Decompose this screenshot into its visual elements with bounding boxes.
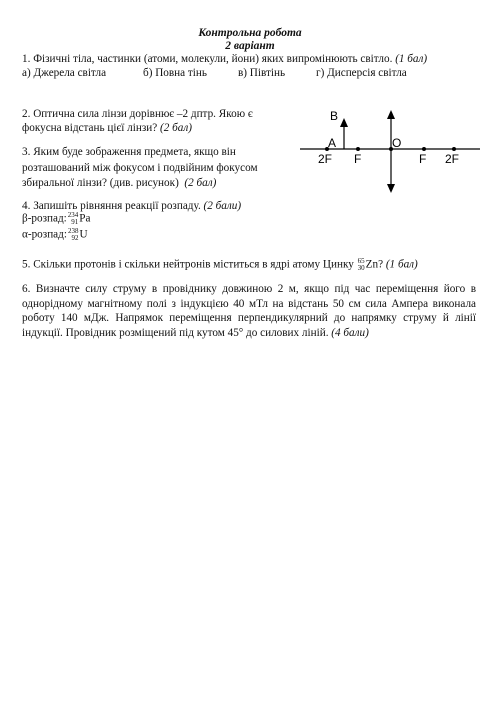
beta-nuclide-numbers — [68, 212, 79, 226]
lens-diagram — [300, 100, 480, 195]
object-arrow-head-icon — [340, 118, 348, 127]
beta-decay-line — [22, 212, 90, 226]
alpha-symbol: U — [79, 228, 88, 241]
q1-option-d: г) Дисперсія світла — [316, 67, 407, 79]
question-3-line-1: 3. Яким буде зображення предмета, якщо він — [22, 146, 236, 158]
label-b: B — [330, 109, 339, 123]
question-2-line-1-text: 2. Оптична сила лінзи дорівнює –2 дптр. Якою є — [22, 108, 253, 120]
lens-top-arrow-icon — [387, 110, 395, 119]
question-2 — [22, 108, 290, 134]
label-o: O — [392, 136, 402, 150]
q1-option-c: в) Півтінь — [238, 67, 286, 79]
beta-charge-number: 91 — [71, 218, 79, 226]
question-4 — [22, 200, 241, 212]
label-left-f: F — [354, 152, 362, 166]
alpha-decay-label: α-розпад: — [22, 228, 67, 241]
alpha-decay-line — [22, 228, 88, 242]
variant-label: 2 варіант — [225, 40, 275, 52]
question-5-points: (1 бал) — [385, 258, 418, 271]
question-3-points: (2 бал) — [184, 177, 217, 189]
question-6 — [22, 282, 476, 340]
question-1-text: 1. Фізичні тіла, частинки (атоми, молекули, йони) яких випромінюють світло. — [22, 53, 393, 65]
right-f-point — [422, 147, 426, 151]
question-3-line-3: збиральної лінзи? (див. рисунок) — [22, 177, 179, 189]
label-left-2f: 2F — [318, 152, 333, 166]
q1-option-b: б) Повна тінь — [143, 67, 208, 79]
alpha-charge-number: 92 — [71, 234, 79, 242]
alpha-nuclide-numbers — [68, 228, 79, 242]
alpha-mass-number: 238 — [67, 227, 79, 235]
label-right-2f: 2F — [445, 152, 460, 166]
question-1-points: (1 бал) — [395, 53, 428, 65]
right-2f-point — [452, 147, 456, 151]
question-3 — [22, 145, 290, 192]
zinc-charge-number: 30 — [357, 264, 365, 272]
label-right-f: F — [419, 152, 427, 166]
question-2-line-1 — [22, 108, 290, 120]
beta-mass-number: 234 — [67, 211, 79, 219]
question-4-points: (2 бали) — [203, 200, 242, 212]
zinc-mass-number: 65 — [357, 257, 365, 265]
beta-decay-label: β-розпад: — [22, 212, 67, 225]
zinc-nuclide-numbers — [358, 258, 365, 272]
question-1 — [22, 53, 427, 65]
left-f-point — [356, 147, 360, 151]
question-5 — [22, 258, 418, 272]
question-5-mark: ? — [378, 258, 384, 271]
question-2-line-2: фокусна відстань цієї лінзи? — [22, 122, 158, 134]
question-4-text: 4. Запишіть рівняння реакції розпаду. — [22, 200, 201, 212]
question-3-line-2: розташований між фокусом і подвійним фокусом — [22, 161, 258, 174]
question-2-points: (2 бал) — [160, 122, 192, 134]
question-6-text: 6. Визначте силу струму в провіднику довжиною 2 м, якщо під час переміщення його в однорідному магнітному полі з індукцією 40 мТл на відстань 50 см сила Ампера виконала роботу 140 мДж. Напрямок переміщення перпендикулярний до напрямку струму й лінії індукції. Провідник розміщений під кутом 45° до силових ліній. — [22, 283, 476, 339]
label-a: A — [328, 136, 337, 150]
document-title: Контрольна робота — [198, 27, 302, 39]
zinc-symbol: Zn — [365, 258, 379, 271]
beta-symbol: Pa — [79, 212, 91, 225]
q1-option-a: а) Джерела світла — [22, 67, 107, 79]
lens-bottom-arrow-icon — [387, 184, 395, 193]
question-6-points: (4 бали) — [331, 326, 369, 339]
question-5-text: 5. Скільки протонів і скільки нейтронів міститься в ядрі атому Цинку — [22, 258, 354, 271]
